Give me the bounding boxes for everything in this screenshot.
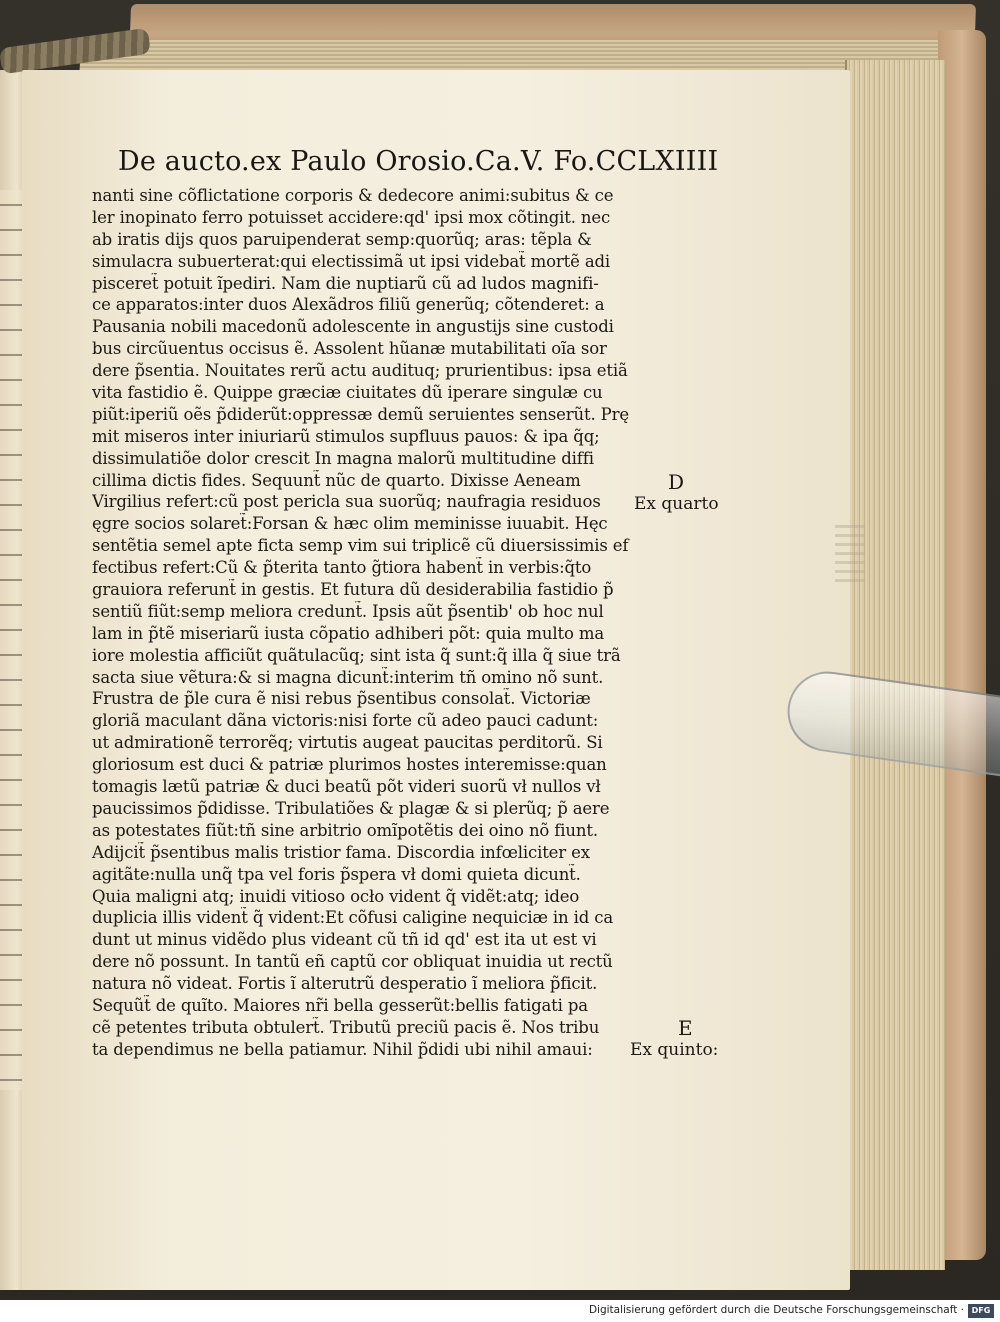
text-line: dere p̃sentia. Nouitates rerũ actu audituq; prurientibus: ipsa etiã: [92, 361, 628, 381]
text-line: piũt:iperiũ oẽs p̃diderũt:oppressæ demũ seruientes senserũt. Prę: [92, 404, 629, 424]
text-line: gloriosum est duci & patriæ plurimos hostes interemisse:quan: [92, 755, 607, 775]
text-line: ęgre socios solaret̃:Forsan & hæc olim meminisse iuuabit. Hęc: [92, 514, 608, 534]
text-line: mit miseros inter iniuriarũ stimulos supfluus pauos: & ipa q̃q;: [92, 426, 600, 446]
text-line: Frustra de p̃le cura ẽ nisi rebus p̃sentibus consolat̃. Victoriæ: [92, 689, 591, 709]
text-line: grauiora referunt̃ in gestis. Et futura dũ desiderabilia fastidio p̃: [92, 580, 614, 600]
dfg-logo: DFG: [968, 1304, 994, 1318]
text-line: bus circũuentus occisus ẽ. Assolent hũanæ mutabilitati oĩa sor: [92, 339, 607, 359]
text-line: dunt ut minus vidẽdo plus videant cũ tñ id qd' est ita ut est vi: [92, 930, 597, 950]
text-line: ler inopinato ferro potuisset accidere:qd' ipsi mox cõtingit. nec: [92, 207, 611, 227]
running-header: De aucto.ex Paulo Orosio.Ca.V. Fo.CCLXIIII: [118, 146, 719, 177]
text-line: ta dependimus ne bella patiamur. Nihil p̃didi ubi nihil amaui:: [92, 1039, 593, 1059]
text-line: nanti sine cõflictatione corporis & dedecore animi:subitus & ce: [92, 186, 614, 205]
text-line: Adijcit̃ p̃sentibus malis tristior fama. Discordia infœliciter ex: [92, 842, 590, 862]
text-line: sentiũ fiũt:semp meliora credunt̃. Ipsis aũt p̃sentib' ob hoc nul: [92, 601, 604, 621]
text-line: Pausania nobili macedonũ adolescente in angustijs sine custodi: [92, 317, 614, 337]
margin-section-letter-d: D: [668, 470, 685, 494]
text-line: as potestates fiũt:tñ sine arbitrio omĩpotẽtis dei oino nõ fiunt.: [92, 820, 598, 840]
text-line: tomagis lætũ patriæ & duci beatũ põt videri suorũ vł nullos vł: [92, 777, 601, 797]
text-line: Quia maligni atq; inuidi vitioso ocło vident q̃ vidẽt:atq; ideo: [92, 886, 580, 906]
text-line: lam in p̃tẽ miseriarũ iusta cõpatio adhiberi põt: quia multo ma: [92, 623, 605, 643]
text-line: simulacra subuerterat:qui electissimã ut ipsi videbat̃ mortẽ adi: [92, 251, 611, 271]
text-line: pisceret̃ potuit ĩpediri. Nam die nuptiarũ cũ ad ludos magnifi-: [92, 273, 599, 293]
text-line: sentẽtia semel apte ficta semp vim sui triplicẽ cũ diuersissimis ef: [92, 536, 629, 556]
text-line: duplicia illis vident̃ q̃ vident:Et cõfusi caligine nequiciæ in id ca: [92, 908, 614, 928]
text-line: gloriã maculant dãna victoris:nisi forte cũ adeo pauci cadunt:: [92, 711, 599, 731]
margin-section-letter-e: E: [678, 1016, 693, 1040]
body-text-block: [92, 185, 637, 1061]
text-line: vita fastidio ẽ. Quippe græciæ ciuitates dũ iperare singulæ cu: [92, 383, 603, 403]
text-line: cillima dictis fides. Sequunt̃ nũc de quarto. Dixisse Aeneam: [92, 470, 581, 490]
text-line: natura nõ videat. Fortis ĩ alterutrũ desperatio ĩ meliora p̃ficit.: [92, 974, 598, 994]
text-line: fectibus refert:Cũ & p̃terita tanto g̃tiora habent̃ in verbis:q̃to: [92, 558, 592, 578]
text-line: iore molestia afficiũt quãtulacũq; sint ista q̃ sunt:q̃ illa q̃ siue trã: [92, 645, 621, 665]
margin-note-ex-quinto: Ex quinto:: [630, 1040, 719, 1060]
text-line: Virgilius refert:cũ post pericla sua suorũq; naufragia residuos: [92, 492, 601, 512]
funding-credit: Digitalisierung gefördert durch die Deutsche Forschungsgemeinschaft ·: [588, 1304, 964, 1316]
text-line: dere nõ possunt. In tantũ eñ captũ cor obliquat inuidia ut rectũ: [92, 952, 613, 972]
text-line: cẽ petentes tributa obtulert̃. Tributũ preciũ pacis ẽ. Nos tribu: [92, 1017, 600, 1037]
text-line: agitãte:nulla unq̃ tpa vel foris p̃spera vł domi quieta dicunt̃.: [92, 864, 581, 884]
text-line: ab iratis dijs quos paruipenderat semp:quorũq; aras: tẽpla &: [92, 229, 592, 249]
text-line: ut admirationẽ terrorẽq; virtutis augeat paucitas perditorũ. Si: [92, 733, 603, 753]
text-line: Sequũt̃ de quĩto. Maiores nr̃i bella gesserũt:bellis fatigati pa: [92, 995, 588, 1015]
text-line: sacta siue vẽtura:& si magna dicunt̃:interim tñ omino nõ sunt.: [92, 667, 604, 687]
text-line: paucissimos p̃didisse. Tribulatiões & plagæ & si plerũq; p̃ aere: [92, 798, 610, 818]
ink-offset-marks: [835, 525, 865, 585]
margin-note-ex-quarto: Ex quarto: [634, 494, 719, 514]
text-line: ce apparatos:inter duos Alexãdros filiũ generũq; cõtenderet: a: [92, 295, 605, 315]
digitization-footer: [0, 1300, 1000, 1322]
book-cover-right: [938, 30, 986, 1260]
page-block-fore-edge: [845, 60, 945, 1270]
text-line: dissimulatiõe dolor crescit In magna malorũ multitudine diffi: [92, 448, 594, 468]
